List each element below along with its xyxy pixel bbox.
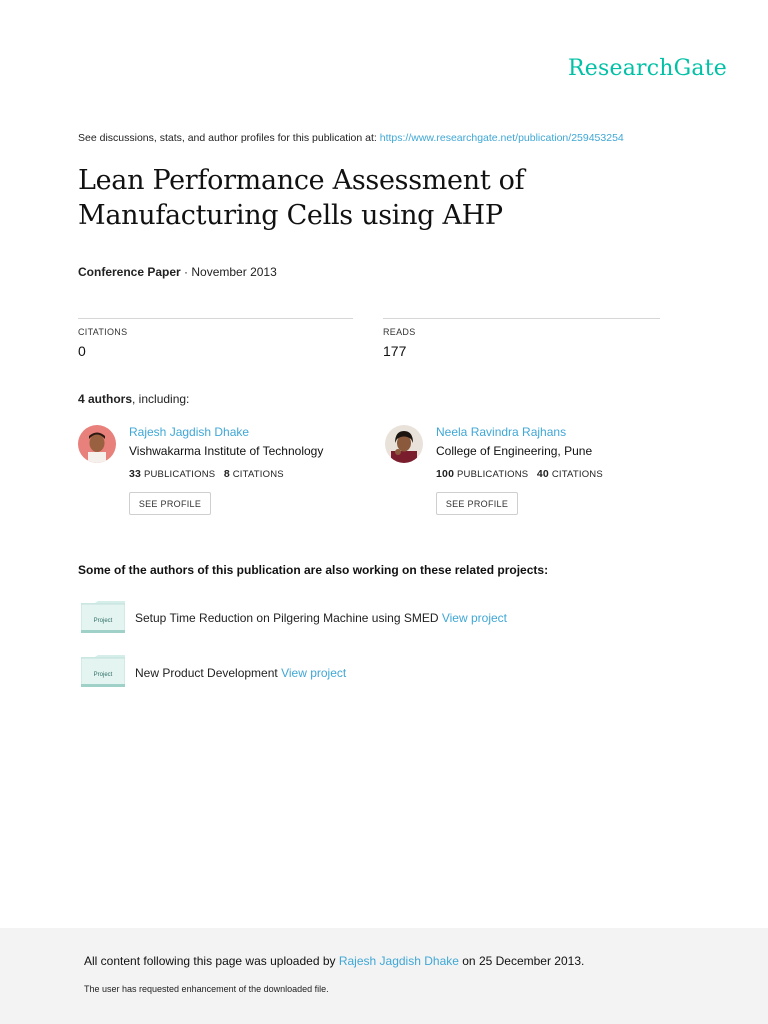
avatar[interactable] <box>78 425 116 463</box>
author-stats <box>436 468 603 480</box>
project-folder-icon <box>81 601 125 633</box>
meta-separator: · <box>180 265 192 279</box>
publication-meta <box>78 265 277 279</box>
related-projects-heading: Some of the authors of this publication are also working on these related projects: <box>78 563 549 577</box>
upload-notice <box>84 954 584 968</box>
publication-type: Conference Paper <box>78 265 181 279</box>
intro-line <box>78 132 624 144</box>
project-icon-label: Project <box>93 672 113 678</box>
citations-value: 0 <box>78 343 86 359</box>
view-project-link[interactable]: View project <box>281 666 347 680</box>
view-project-link[interactable]: View project <box>441 611 507 625</box>
authors-suffix: , including: <box>132 392 190 406</box>
author-name-link[interactable]: Neela Ravindra Rajhans <box>436 425 567 439</box>
publications-label: PUBLICATIONS <box>456 469 529 480</box>
publication-date: November 2013 <box>191 265 277 279</box>
reads-label: READS <box>383 327 416 337</box>
authors-count: 4 authors <box>78 392 133 406</box>
uploader-link[interactable]: Rajesh Jagdish Dhake <box>338 954 459 968</box>
author-citations-count: 40 <box>536 468 549 480</box>
project-icon-label: Project <box>93 618 113 624</box>
project-title: New Product Development <box>135 666 278 680</box>
author-photo-icon <box>385 425 423 463</box>
see-profile-button[interactable]: SEE PROFILE <box>129 492 211 515</box>
author-institution: College of Engineering, Pune <box>436 444 593 458</box>
project-folder-icon <box>81 655 125 687</box>
authors-heading <box>78 392 189 406</box>
upload-suffix: on 25 December 2013. <box>458 954 585 968</box>
intro-text: See discussions, stats, and author profiles for this publication at: <box>78 132 380 144</box>
publications-label: PUBLICATIONS <box>143 469 216 480</box>
list-item <box>135 611 507 625</box>
publications-count: 100 <box>436 468 455 480</box>
author-institution: Vishwakarma Institute of Technology <box>129 444 324 458</box>
reads-value: 177 <box>383 343 407 359</box>
publication-url-link[interactable]: https://www.researchgate.net/publication/259453254 <box>379 132 624 144</box>
publication-title: Lean Performance Assessment of Manufacturing Cells using AHP <box>78 165 525 231</box>
author-photo-icon <box>78 425 116 463</box>
project-title: Setup Time Reduction on Pilgering Machine using SMED <box>135 611 439 625</box>
author-stats <box>129 468 284 480</box>
footer <box>0 928 768 1024</box>
citations-divider <box>78 318 353 319</box>
upload-prefix: All content following this page was uploaded by <box>84 954 339 968</box>
enhancement-note: The user has requested enhancement of the downloaded file. <box>84 984 329 994</box>
author-name-link[interactable]: Rajesh Jagdish Dhake <box>129 425 250 439</box>
see-profile-button[interactable]: SEE PROFILE <box>436 492 518 515</box>
author-citations-label: CITATIONS <box>232 469 284 480</box>
citations-label: CITATIONS <box>78 327 128 337</box>
researchgate-logo[interactable]: ResearchGate <box>568 56 727 81</box>
publications-count: 33 <box>129 468 142 480</box>
list-item <box>135 666 346 680</box>
reads-divider <box>383 318 660 319</box>
author-citations-label: CITATIONS <box>551 469 603 480</box>
avatar[interactable] <box>385 425 423 463</box>
author-citations-count: 8 <box>223 468 230 480</box>
